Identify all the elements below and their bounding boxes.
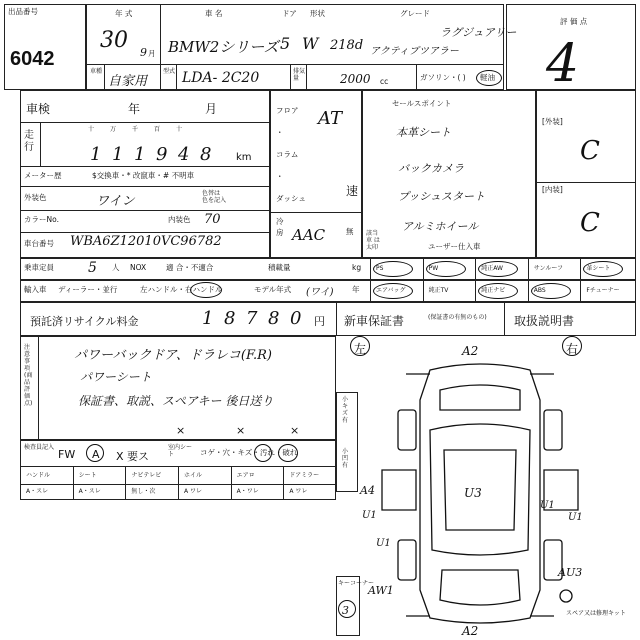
color-no-label: カラーNo.: [24, 215, 59, 224]
note-line-3: 保証書、取説、スペアキー 後日送り: [78, 394, 274, 408]
check-divider: [178, 466, 179, 500]
sales-label: セールスポイント: [392, 99, 452, 108]
check-cell: A・スレ: [26, 488, 49, 495]
model-year-unit: 年: [352, 285, 360, 294]
check-cell: A ワレ: [184, 488, 203, 495]
fw-label: FW: [58, 448, 76, 461]
month-unit: 月: [148, 49, 156, 58]
shift-label: フロア ・ コラム ・ ダッシュ: [276, 106, 306, 203]
meter-options: $交換車・* 改竄車・# 不明車: [92, 171, 195, 180]
sales-item-1: バックカメラ: [398, 162, 464, 175]
ac-label: 冷房: [276, 217, 284, 237]
score-value: 4: [546, 34, 580, 94]
interior-label: 内装色: [168, 215, 191, 224]
import-options: ディーラー・並行: [58, 285, 118, 294]
nox-options: 適 合・不適合: [166, 263, 214, 272]
lot-number: 6042: [10, 48, 55, 70]
shape-value: W: [302, 34, 319, 53]
import-label: 輸入車: [24, 285, 47, 294]
capacity-unit: 人: [112, 263, 120, 272]
lot-label: 出品番号: [8, 7, 38, 16]
sales-item-0: 本革シート: [396, 126, 451, 139]
equipment-divider: [580, 280, 581, 302]
shape-label: 形状: [310, 9, 325, 18]
seat-label: 室内シート: [168, 444, 193, 458]
seat-options: コゲ・穴・キズ・汚れ・破れ: [200, 448, 298, 457]
handle-options: 左ハンドル・右ハンドル: [140, 285, 223, 294]
mark-u1-mid: U1: [540, 500, 555, 511]
equipment-item: Fチューナー: [586, 287, 620, 294]
color-value: ワイン: [96, 194, 135, 209]
check-cell: エアロ: [236, 472, 255, 479]
grade-label: グレード: [400, 9, 430, 18]
equipment-item: 純正TV: [428, 287, 449, 294]
door-label: ドア: [282, 9, 297, 18]
equipment-divider: [475, 258, 476, 280]
exterior-label: [外装]: [542, 117, 563, 126]
warranty-note: (保証書の有無のもの): [428, 314, 487, 321]
check-row-divider: [20, 484, 336, 485]
check-divider: [73, 466, 74, 500]
mileage-digit-5: 8: [200, 144, 212, 165]
recycle-digit-4: 0: [290, 308, 302, 329]
chassis-value: WBA6Z12010VC96782: [70, 234, 222, 249]
equipment-circle: [426, 261, 466, 277]
x-label: X 要ス: [116, 450, 150, 463]
right-label: 右: [566, 342, 579, 356]
equipment-divider: [528, 280, 529, 302]
ac-value: AAC: [292, 226, 326, 244]
recycle-unit: 円: [314, 315, 325, 328]
model-code: 218d: [330, 38, 364, 53]
shift-value: AT: [318, 108, 343, 129]
mileage-digit-4: 4: [178, 144, 190, 165]
recycle-digit-0: 1: [202, 308, 214, 329]
equipment-item: PS: [376, 265, 384, 272]
check-cell: 無し・次: [131, 488, 156, 495]
color-label: 外装色: [24, 193, 47, 202]
mileage-scale-0: 十: [88, 126, 95, 133]
type-label: 型式: [163, 68, 176, 75]
note-line-2: パワーシート: [80, 370, 152, 384]
sales-item-3: アルミホイール: [402, 220, 479, 233]
shaken-month: 月: [205, 102, 218, 116]
fw-value: A: [92, 448, 100, 461]
shaken-label: 車検: [26, 102, 51, 116]
check-label: 検査員記入: [24, 444, 55, 451]
legend-2: 小凹有: [342, 448, 349, 469]
mark-u1-right: U1: [568, 512, 583, 523]
equipment-item: ABS: [533, 287, 546, 294]
equipment-divider: [475, 280, 476, 302]
speed-label: 速: [346, 184, 359, 198]
equipment-item: サンルーフ: [533, 265, 564, 272]
mileage-digit-1: 1: [112, 144, 124, 165]
mileage-scale-3: 百: [154, 126, 161, 133]
check-cell: ナビテレビ: [131, 472, 162, 479]
score-label: 評 価 点: [560, 17, 588, 26]
shaken-year: 年: [128, 102, 141, 116]
car-label: 車 名: [205, 9, 223, 18]
fw-circle: [86, 444, 104, 462]
equipment-circle: [373, 261, 413, 277]
key-corner-label: キーコーナー: [338, 580, 375, 587]
user-label: ユーザー仕入車: [428, 242, 481, 251]
equipment-item: 革シート: [586, 265, 611, 272]
chassis-label: 車台番号: [24, 239, 54, 248]
interior-grade: C: [580, 208, 600, 238]
equipment-divider: [528, 258, 529, 280]
mileage-digit-0: 1: [90, 144, 102, 165]
equipment-circle: [531, 283, 571, 299]
equipment-divider: [423, 280, 424, 302]
recycle-label: 預託済リサイクル料金: [30, 315, 139, 328]
load-unit: kg: [352, 263, 362, 272]
mileage-digit-2: 1: [134, 144, 146, 165]
fuel-circle: [476, 70, 502, 86]
fuel-options: ガソリン・( ): [420, 73, 466, 82]
check-cell: A・スレ: [78, 488, 101, 495]
mark-au3: AU3: [558, 566, 583, 579]
doors-value: 5: [280, 34, 291, 53]
check-divider: [231, 466, 232, 500]
note-mark-2: ×: [290, 424, 300, 437]
mileage-scale-4: 十: [176, 126, 183, 133]
exterior-grade: C: [580, 136, 600, 166]
car-name: BMW2シリーズ: [168, 38, 279, 56]
month-value: 9: [140, 46, 147, 59]
mileage-digit-3: 9: [156, 144, 168, 165]
lot-box: [4, 4, 86, 90]
check-cell: ハンドル: [26, 472, 51, 479]
equipment-circle: [478, 283, 518, 299]
equipment-circle: [478, 261, 518, 277]
capacity-label: 乗車定員: [24, 263, 54, 272]
left-circle: [350, 336, 370, 356]
meter-label: メーター歴: [24, 171, 62, 180]
color-note: 色替は 色を記入: [202, 190, 227, 204]
right-circle: [562, 336, 582, 356]
seat-circle-2: [278, 444, 298, 462]
equipment-divider: [580, 258, 581, 280]
mark-u1-left-bottom: U1: [376, 538, 391, 549]
recycle-digit-2: 7: [246, 308, 258, 329]
note-line-1: パワーバックドア、ドラレコ(F.R): [74, 348, 272, 363]
check-cell: シート: [78, 472, 97, 479]
equipment-item: エアバッグ: [376, 287, 406, 294]
mark-u3: U3: [464, 486, 482, 500]
mileage-label: 走行: [24, 130, 34, 153]
equipment-divider: [423, 258, 424, 280]
mark-u1-left-top: U1: [362, 510, 377, 521]
displacement-value: 2000: [340, 72, 371, 86]
displacement-label: 排気量: [293, 68, 306, 82]
check-divider: [283, 466, 284, 500]
type-value: LDA- 2C20: [182, 70, 260, 86]
check-cell: A・ワレ: [236, 488, 259, 495]
equipment-item: 純正ナビ: [481, 287, 506, 294]
check-cell: A ワレ: [289, 488, 308, 495]
nox-label: NOX: [130, 263, 147, 272]
displacement-unit: cc: [380, 77, 389, 86]
key-corner-value: 3: [342, 604, 349, 617]
equipment-item: 純正AW: [481, 265, 503, 272]
notes-side-label: 注意事項(商品評価点): [24, 344, 33, 407]
check-divider: [125, 466, 126, 500]
interior-value: 70: [204, 212, 221, 227]
fuel-value: 軽油: [480, 73, 495, 82]
mark-a4: A4: [360, 484, 375, 497]
key-corner-circle: [338, 600, 356, 618]
capacity-value: 5: [88, 260, 97, 276]
recycle-digit-1: 8: [224, 308, 236, 329]
interior-grade-label: [内装]: [542, 185, 563, 194]
sales-side-label: 該当車 は太印: [366, 230, 380, 251]
mileage-unit: km: [236, 152, 252, 163]
note-mark-0: ×: [176, 424, 186, 437]
handle-circle: [190, 282, 222, 298]
recycle-digit-3: 8: [268, 308, 280, 329]
load-label: 積載量: [268, 263, 291, 272]
model-year-value: (ワイ): [306, 287, 334, 298]
year-value: 30: [100, 28, 128, 53]
manual-label: 取扱説明書: [514, 314, 575, 328]
legend-1: 小キズ有: [342, 396, 349, 424]
sales-item-2: プッシュスタート: [398, 190, 486, 203]
use-value: 自家用: [108, 74, 148, 89]
spare-label: スペア又は修理キット: [566, 610, 626, 617]
mark-a2-top: A2: [462, 344, 479, 358]
equipment-circle: [373, 283, 413, 299]
check-cell: ホイル: [184, 472, 203, 479]
model-year-label: モデル年式: [254, 285, 292, 294]
note-mark-1: ×: [236, 424, 246, 437]
mileage-scale-2: 千: [132, 126, 139, 133]
equipment-item: PW: [428, 265, 439, 272]
seat-circle-1: [254, 444, 272, 462]
year-label: 年 式: [115, 9, 133, 18]
mark-a2-bottom: A2: [462, 624, 479, 638]
grade-extra: ラグジュアリー: [440, 26, 517, 39]
use-label: 車種: [90, 68, 103, 75]
grade-value: アクティブツアラー: [370, 46, 459, 57]
check-cell: ドアミラー: [289, 472, 320, 479]
mark-aw1: AW1: [368, 584, 394, 597]
left-label: 左: [354, 342, 367, 356]
ac-suffix: 無: [346, 227, 354, 236]
mileage-scale-1: 万: [110, 126, 117, 133]
warranty-label: 新車保証書: [344, 314, 405, 328]
